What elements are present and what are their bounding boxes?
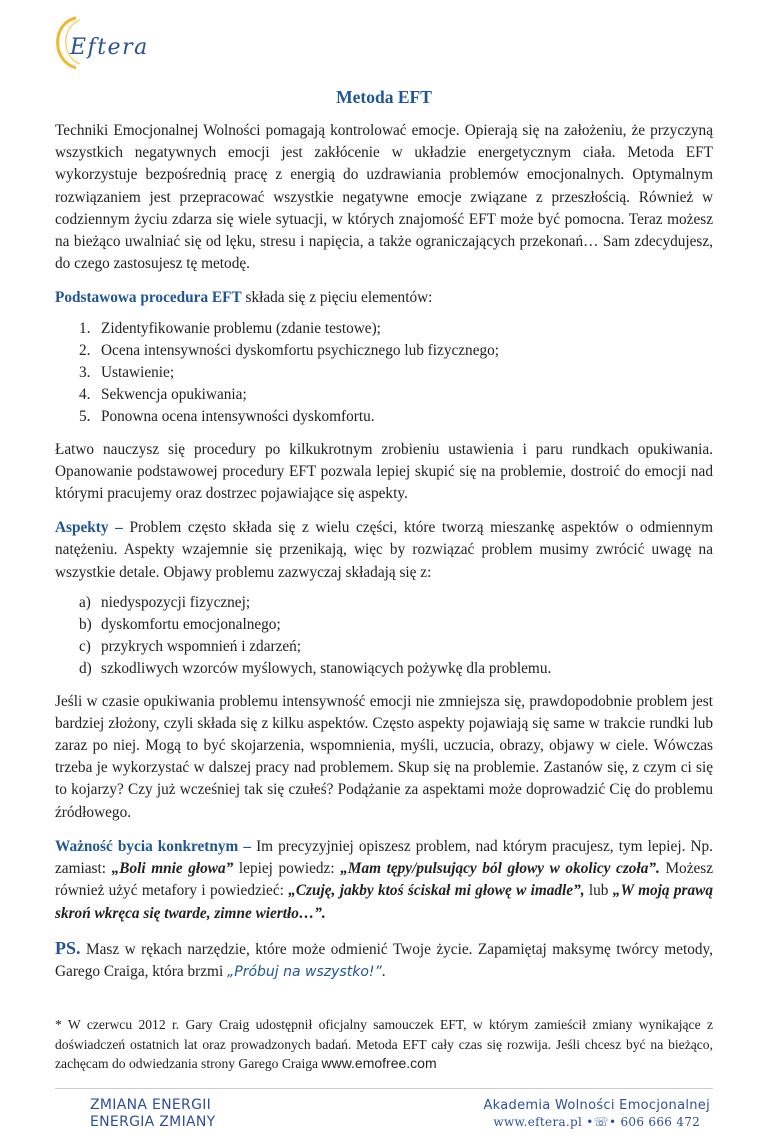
- list-item: 4. Sekwencja opukiwania;: [79, 386, 247, 404]
- ps-label: PS.: [55, 937, 81, 958]
- specificity-paragraph: Ważność bycia konkretnym – Im precyzyjniej opiszesz problem, nad którym pracujesz, tym lepiej. Np. zamiast: „Boli mnie głowa” lepiej powiedz: „Mam tępy/pulsujący ból głowy w okolicy czoła”. Możesz również użyć metafory i powiedzieć: „Czuję, jakby ktoś ściskał mi głowę w imadle”, lub „W moją prawą skroń wkręca się twarde, zimne wiertło…”.: [55, 837, 714, 922]
- emofree-link[interactable]: www.emofree.com: [321, 1055, 437, 1072]
- footer-website[interactable]: www.eftera.pl •☏• 606 666 472: [493, 1114, 701, 1129]
- procedure-heading: Podstawowa procedura EFT: [55, 289, 242, 307]
- list-item: b) dyskomfortu emocjonalnego;: [79, 616, 281, 634]
- procedure-section: [55, 287, 713, 505]
- aspects-intro: Problem często składa się z wielu części, które tworzą mieszankę aspektów o odmiennym natężeniu. Aspekty wzajemnie się przenikają, więc by rozwiązać problem musimy zwrócić uwagę na wszystkie detale. Objawy problemu zazwyczaj składają się z:: [55, 519, 714, 581]
- footer-contact: Akademia Wolności Emocjonalnej www.eftera.pl •☏• 606 666 472: [483, 1097, 710, 1129]
- list-item: a) niedyspozycji fizycznej;: [79, 593, 251, 611]
- aspects-paragraph: Jeśli w czasie opukiwania problemu intensywność emocji nie zmniejsza się, prawdopodobnie problem jest bardziej złożony, czyli składa się z kilku aspektów. Często aspekty pojawiają się same w trakcie rundki lub zaraz po niej. Mogą to być skojarzenia, wspomnienia, myśli, uczucia, obrazy, objawy w ciele. Wówczas trzeba je wykorzystać w dalszej pracy nad problemem. Skup się na problemie. Zastanów się, z czym ci się to kojarzy? Czy już wcześniej tak się czułeś? Podążanie za aspektami może doprowadzić Cię do problemu źródłowego.: [55, 692, 713, 821]
- footnote: * W czerwcu 2012 r. Gary Craig udostępnił oficjalny samouczek EFT, w którym zamieścił zmiany wynikające z doświadczeń ostatnich lat oraz prowadzonych badań. Metoda EFT cały czas się rozwija. Jeśli chcesz być na bieżąco, zachęcam do odwiedzania strony Garego Craiga www.emofree.com: [55, 1017, 713, 1072]
- intro-paragraph: Techniki Emocjonalnej Wolności pomagają kontrolować emocje. Opierają się na założeniu, że przyczyną wszystkich negatywnych emocji jest zakłócenie w układzie energetycznym ciała. Metoda EFT wykorzystuje bezpośrednią pracę z energią do uzdrawiania problemów emocjonalnych. Optymalnym rozwiązaniem jest przepracować wszystkie negatywne emocje związane z przeszłością. Również w codziennym życiu zdarza się wiele sytuacji, w których znajomość EFT może być pomocna. Teraz możesz na bieżąco uwalniać się od lęku, stresu i napięcia, a także ograniczających przekonań… Sam zdecydujesz, do czego zastosujesz tę metodę.: [55, 122, 713, 273]
- ps-paragraph: PS. Masz w rękach narzędzie, które może odmienić Twoje życie. Zapamiętaj maksymę twórcy metody, Garego Craiga, która brzmi „Próbuj na wszystko!”.: [55, 937, 713, 980]
- list-item: 1. Zidentyfikowanie problemu (zdanie testowe);: [79, 319, 381, 337]
- list-item: 5. Ponowna ocena intensywności dyskomfortu.: [79, 408, 375, 426]
- aspects-heading: Aspekty –: [55, 519, 130, 537]
- list-item: 2. Ocena intensywności dyskomfortu psychicznego lub fizycznego;: [79, 341, 500, 359]
- eftera-logo: [48, 12, 158, 72]
- specificity-heading: Ważność bycia konkretnym –: [55, 837, 257, 855]
- procedure-paragraph: Łatwo nauczysz się procedury po kilkukrotnym zrobieniu ustawienia i paru rundkach opukiwania. Opanowanie podstawowej procedury EFT pozwala lepiej skupić się na problemie, dostroić do emocji nad którymi pracujemy oraz dostrzec pojawiające się aspekty.: [55, 440, 713, 503]
- footer: [55, 1089, 713, 1131]
- procedure-intro: składa się z pięciu elementów:: [241, 289, 433, 307]
- list-item: d) szkodliwych wzorców myślowych, stanowiących pożywkę dla problemu.: [79, 660, 552, 678]
- list-item: c) przykrych wspomnień i zdarzeń;: [79, 638, 302, 656]
- aspects-section: [55, 517, 713, 824]
- page-title: Metoda EFT: [336, 87, 432, 107]
- procedure-list: [79, 318, 713, 429]
- list-item: 3. Ustawienie;: [79, 364, 175, 382]
- svg-text:Eftera: Eftera: [70, 35, 149, 60]
- ps-quote: „Próbuj na wszystko!”: [227, 963, 382, 980]
- aspects-list: [79, 592, 713, 681]
- footer-slogan: ZMIANA ENERGII ENERGIA ZMIANY: [90, 1096, 216, 1130]
